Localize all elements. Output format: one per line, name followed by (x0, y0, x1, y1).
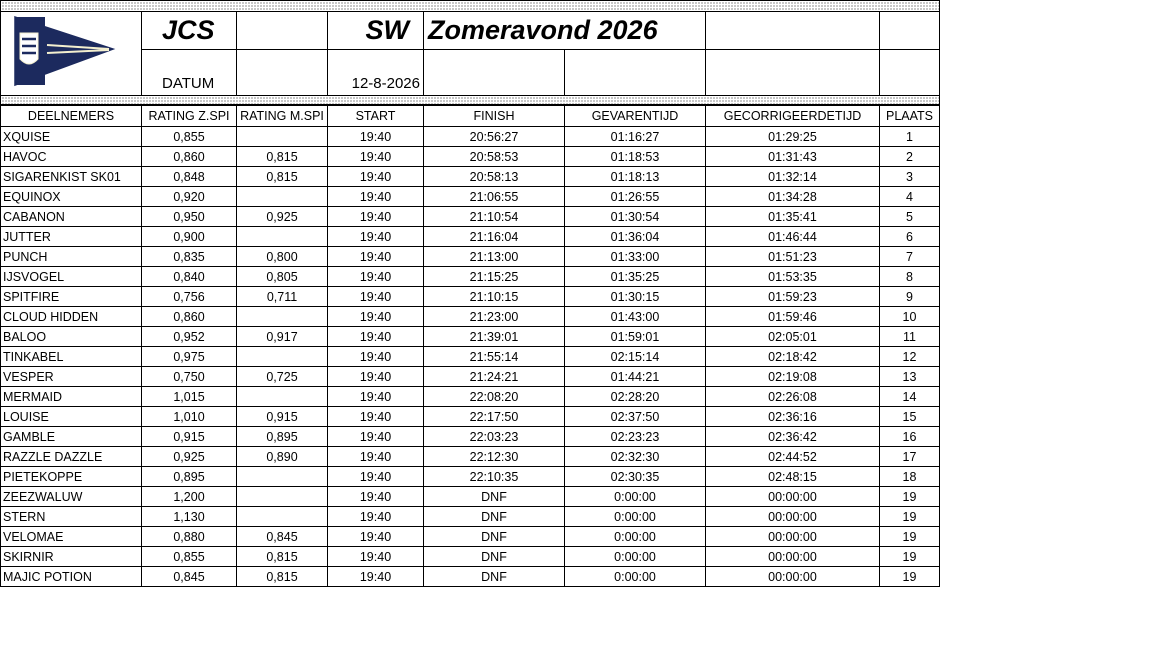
start-time: 19:40 (328, 467, 424, 487)
col-gecorrigeerdetijd: GECORRIGEERDETIJD (706, 106, 880, 127)
table-row (1, 187, 940, 207)
start-time: 19:40 (328, 447, 424, 467)
finish-time: 21:13:00 (424, 247, 565, 267)
rating-m-spi (237, 187, 328, 207)
boat-name: VESPER (1, 367, 142, 387)
rating-m-spi (237, 467, 328, 487)
rating-z-spi: 0,925 (142, 447, 237, 467)
rating-z-spi: 0,848 (142, 167, 237, 187)
finish-time: 20:58:53 (424, 147, 565, 167)
sailed-time: 01:18:53 (565, 147, 706, 167)
place: 4 (880, 187, 940, 207)
sailed-time: 01:26:55 (565, 187, 706, 207)
table-row (1, 267, 940, 287)
table-row (1, 387, 940, 407)
sailed-time: 01:33:00 (565, 247, 706, 267)
finish-time: 21:24:21 (424, 367, 565, 387)
finish-time: 21:10:54 (424, 207, 565, 227)
rating-m-spi: 0,917 (237, 327, 328, 347)
col-start: START (328, 106, 424, 127)
corrected-time: 01:46:44 (706, 227, 880, 247)
sailed-time: 01:43:00 (565, 307, 706, 327)
corrected-time: 01:32:14 (706, 167, 880, 187)
table-row (1, 427, 940, 447)
rating-z-spi: 0,860 (142, 307, 237, 327)
sailed-time: 01:44:21 (565, 367, 706, 387)
start-time: 19:40 (328, 407, 424, 427)
boat-name: MAJIC POTION (1, 567, 142, 587)
rating-z-spi: 0,900 (142, 227, 237, 247)
finish-time: 21:16:04 (424, 227, 565, 247)
corrected-time: 01:59:46 (706, 307, 880, 327)
dotted-border-top (1, 1, 940, 12)
logo-cell (1, 12, 142, 96)
corrected-time: 02:26:08 (706, 387, 880, 407)
header-empty-cell (565, 49, 706, 95)
corrected-time: 01:53:35 (706, 267, 880, 287)
start-time: 19:40 (328, 167, 424, 187)
finish-time: 22:12:30 (424, 447, 565, 467)
finish-time: 20:58:13 (424, 167, 565, 187)
boat-name: SIGARENKIST SK01 (1, 167, 142, 187)
event-title: Zomeravond 2026 (424, 12, 706, 50)
col-deelnemers: DEELNEMERS (1, 106, 142, 127)
boat-name: PUNCH (1, 247, 142, 267)
header-empty-cell (424, 49, 565, 95)
place: 19 (880, 567, 940, 587)
start-time: 19:40 (328, 267, 424, 287)
table-row (1, 467, 940, 487)
table-row (1, 367, 940, 387)
finish-time: 21:55:14 (424, 347, 565, 367)
sailed-time: 02:30:35 (565, 467, 706, 487)
sailed-time: 02:37:50 (565, 407, 706, 427)
table-row (1, 207, 940, 227)
finish-time: DNF (424, 567, 565, 587)
rating-m-spi: 0,800 (237, 247, 328, 267)
corrected-time: 00:00:00 (706, 527, 880, 547)
start-time: 19:40 (328, 427, 424, 447)
table-row (1, 347, 940, 367)
table-row (1, 147, 940, 167)
boat-name: VELOMAE (1, 527, 142, 547)
sailed-time: 01:59:01 (565, 327, 706, 347)
sailed-time: 02:15:14 (565, 347, 706, 367)
rating-z-spi: 0,950 (142, 207, 237, 227)
start-time: 19:40 (328, 127, 424, 147)
rating-z-spi: 0,975 (142, 347, 237, 367)
table-row (1, 327, 940, 347)
place: 10 (880, 307, 940, 327)
start-time: 19:40 (328, 207, 424, 227)
boat-name: BALOO (1, 327, 142, 347)
boat-name: IJSVOGEL (1, 267, 142, 287)
header-empty-cell (880, 12, 940, 50)
table-row (1, 527, 940, 547)
boat-name: XQUISE (1, 127, 142, 147)
col-finish: FINISH (424, 106, 565, 127)
sailed-time: 0:00:00 (565, 507, 706, 527)
boat-name: TINKABEL (1, 347, 142, 367)
header-empty-cell (706, 49, 880, 95)
rating-m-spi: 0,845 (237, 527, 328, 547)
boat-name: SPITFIRE (1, 287, 142, 307)
place: 7 (880, 247, 940, 267)
date-value: 12-8-2026 (328, 49, 424, 95)
rating-m-spi (237, 227, 328, 247)
rating-m-spi: 0,711 (237, 287, 328, 307)
rating-z-spi: 1,010 (142, 407, 237, 427)
finish-time: 22:08:20 (424, 387, 565, 407)
sailed-time: 02:32:30 (565, 447, 706, 467)
boat-name: GAMBLE (1, 427, 142, 447)
start-time: 19:40 (328, 567, 424, 587)
start-time: 19:40 (328, 307, 424, 327)
boat-name: CLOUD HIDDEN (1, 307, 142, 327)
place: 8 (880, 267, 940, 287)
sailed-time: 02:28:20 (565, 387, 706, 407)
finish-time: 21:06:55 (424, 187, 565, 207)
rating-m-spi (237, 507, 328, 527)
place: 16 (880, 427, 940, 447)
place: 19 (880, 507, 940, 527)
rating-z-spi: 0,920 (142, 187, 237, 207)
table-row (1, 167, 940, 187)
rating-z-spi: 0,845 (142, 567, 237, 587)
rating-m-spi: 0,925 (237, 207, 328, 227)
rating-m-spi (237, 307, 328, 327)
sailed-time: 02:23:23 (565, 427, 706, 447)
place: 19 (880, 527, 940, 547)
sailed-time: 0:00:00 (565, 487, 706, 507)
header-empty-cell (706, 12, 880, 50)
place: 17 (880, 447, 940, 467)
boat-name: SKIRNIR (1, 547, 142, 567)
place: 2 (880, 147, 940, 167)
corrected-time: 01:29:25 (706, 127, 880, 147)
rating-z-spi: 1,015 (142, 387, 237, 407)
rating-z-spi: 0,855 (142, 127, 237, 147)
boat-name: RAZZLE DAZZLE (1, 447, 142, 467)
place: 12 (880, 347, 940, 367)
corrected-time: 02:19:08 (706, 367, 880, 387)
finish-time: DNF (424, 487, 565, 507)
boat-name: HAVOC (1, 147, 142, 167)
rating-m-spi: 0,815 (237, 147, 328, 167)
table-row (1, 307, 940, 327)
finish-time: DNF (424, 547, 565, 567)
finish-time: 22:10:35 (424, 467, 565, 487)
rating-m-spi: 0,805 (237, 267, 328, 287)
rating-z-spi: 0,860 (142, 147, 237, 167)
start-time: 19:40 (328, 327, 424, 347)
results-table (0, 105, 940, 587)
column-header-row (1, 106, 940, 127)
start-time: 19:40 (328, 487, 424, 507)
rating-m-spi (237, 487, 328, 507)
boat-name: ZEEZWALUW (1, 487, 142, 507)
start-time: 19:40 (328, 247, 424, 267)
col-gevarentijd: GEVARENTIJD (565, 106, 706, 127)
place: 9 (880, 287, 940, 307)
finish-time: DNF (424, 507, 565, 527)
rating-m-spi: 0,895 (237, 427, 328, 447)
rating-z-spi: 0,756 (142, 287, 237, 307)
table-row (1, 287, 940, 307)
col-rating-m-spi: RATING M.SPI (237, 106, 328, 127)
start-time: 19:40 (328, 187, 424, 207)
place: 1 (880, 127, 940, 147)
corrected-time: 01:31:43 (706, 147, 880, 167)
sailed-time: 01:30:15 (565, 287, 706, 307)
start-time: 19:40 (328, 367, 424, 387)
table-row (1, 447, 940, 467)
rating-m-spi: 0,890 (237, 447, 328, 467)
corrected-time: 01:34:28 (706, 187, 880, 207)
header-empty-cell (237, 49, 328, 95)
boat-name: STERN (1, 507, 142, 527)
table-row (1, 127, 940, 147)
corrected-time: 01:59:23 (706, 287, 880, 307)
corrected-time: 02:48:15 (706, 467, 880, 487)
corrected-time: 00:00:00 (706, 507, 880, 527)
date-label: DATUM (142, 49, 237, 95)
place: 14 (880, 387, 940, 407)
rating-m-spi: 0,815 (237, 547, 328, 567)
sailed-time: 01:30:54 (565, 207, 706, 227)
rating-z-spi: 0,855 (142, 547, 237, 567)
start-time: 19:40 (328, 287, 424, 307)
rating-m-spi (237, 387, 328, 407)
finish-time: 21:23:00 (424, 307, 565, 327)
table-row (1, 547, 940, 567)
col-rating-z-spi: RATING Z.SPI (142, 106, 237, 127)
corrected-time: 02:36:42 (706, 427, 880, 447)
corrected-time: 02:18:42 (706, 347, 880, 367)
corrected-time: 00:00:00 (706, 567, 880, 587)
corrected-time: 02:44:52 (706, 447, 880, 467)
finish-time: 22:03:23 (424, 427, 565, 447)
start-time: 19:40 (328, 147, 424, 167)
start-time: 19:40 (328, 387, 424, 407)
header-empty-cell (237, 12, 328, 50)
place: 13 (880, 367, 940, 387)
finish-time: 21:39:01 (424, 327, 565, 347)
boat-name: MERMAID (1, 387, 142, 407)
place: 18 (880, 467, 940, 487)
rating-z-spi: 0,750 (142, 367, 237, 387)
corrected-time: 00:00:00 (706, 547, 880, 567)
start-time: 19:40 (328, 347, 424, 367)
sailed-time: 0:00:00 (565, 527, 706, 547)
sailed-time: 01:36:04 (565, 227, 706, 247)
table-row (1, 567, 940, 587)
table-row (1, 487, 940, 507)
start-time: 19:40 (328, 227, 424, 247)
start-time: 19:40 (328, 507, 424, 527)
place: 19 (880, 487, 940, 507)
rating-z-spi: 1,130 (142, 507, 237, 527)
rating-z-spi: 1,200 (142, 487, 237, 507)
sailed-time: 01:16:27 (565, 127, 706, 147)
dotted-border-bottom (1, 96, 940, 105)
rating-m-spi: 0,725 (237, 367, 328, 387)
class-name: SW (328, 12, 424, 50)
club-burgee-flag-icon (1, 15, 142, 87)
corrected-time: 00:00:00 (706, 487, 880, 507)
finish-time: DNF (424, 527, 565, 547)
rating-m-spi (237, 347, 328, 367)
boat-name: CABANON (1, 207, 142, 227)
place: 6 (880, 227, 940, 247)
corrected-time: 02:05:01 (706, 327, 880, 347)
finish-time: 21:15:25 (424, 267, 565, 287)
rating-z-spi: 0,915 (142, 427, 237, 447)
header-table (0, 0, 940, 105)
header-empty-cell (880, 49, 940, 95)
sailed-time: 01:35:25 (565, 267, 706, 287)
corrected-time: 01:35:41 (706, 207, 880, 227)
place: 19 (880, 547, 940, 567)
corrected-time: 01:51:23 (706, 247, 880, 267)
table-row (1, 247, 940, 267)
sailed-time: 0:00:00 (565, 547, 706, 567)
boat-name: PIETEKOPPE (1, 467, 142, 487)
sailed-time: 01:18:13 (565, 167, 706, 187)
table-row (1, 507, 940, 527)
sailed-time: 0:00:00 (565, 567, 706, 587)
rating-z-spi: 0,952 (142, 327, 237, 347)
rating-m-spi (237, 127, 328, 147)
rating-m-spi: 0,815 (237, 567, 328, 587)
table-row (1, 407, 940, 427)
place: 5 (880, 207, 940, 227)
finish-time: 22:17:50 (424, 407, 565, 427)
table-row (1, 227, 940, 247)
club-name: JCS (142, 12, 237, 50)
finish-time: 21:10:15 (424, 287, 565, 307)
place: 11 (880, 327, 940, 347)
finish-time: 20:56:27 (424, 127, 565, 147)
rating-z-spi: 0,840 (142, 267, 237, 287)
boat-name: LOUISE (1, 407, 142, 427)
place: 3 (880, 167, 940, 187)
start-time: 19:40 (328, 547, 424, 567)
rating-z-spi: 0,895 (142, 467, 237, 487)
place: 15 (880, 407, 940, 427)
start-time: 19:40 (328, 527, 424, 547)
rating-m-spi: 0,915 (237, 407, 328, 427)
rating-z-spi: 0,880 (142, 527, 237, 547)
boat-name: JUTTER (1, 227, 142, 247)
boat-name: EQUINOX (1, 187, 142, 207)
col-plaats: PLAATS (880, 106, 940, 127)
rating-z-spi: 0,835 (142, 247, 237, 267)
corrected-time: 02:36:16 (706, 407, 880, 427)
rating-m-spi: 0,815 (237, 167, 328, 187)
